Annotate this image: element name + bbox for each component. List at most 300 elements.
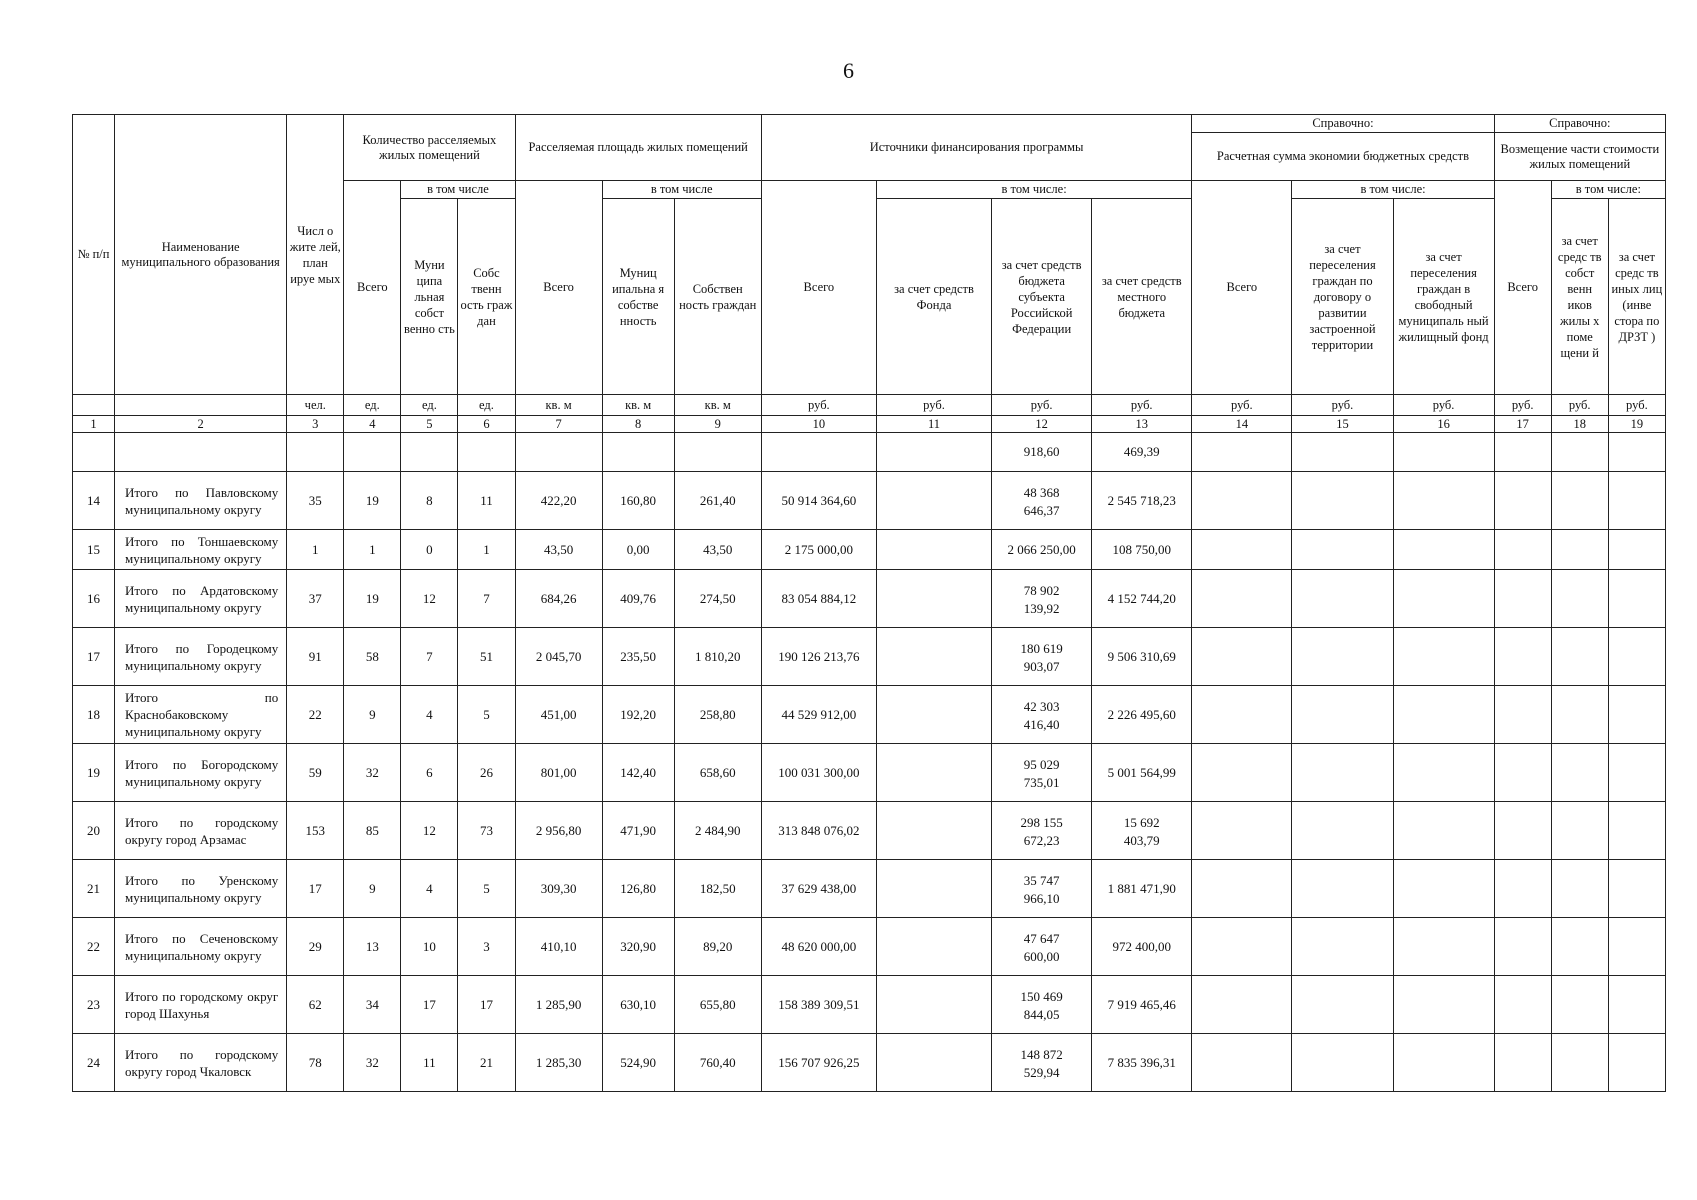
fund-subject: [992, 802, 1092, 860]
header-savings-group: Расчетная сумма экономии бюджетных средств: [1192, 133, 1494, 181]
column-number-cell: 18: [1551, 416, 1608, 433]
count-total: 34: [344, 976, 401, 1034]
empty-cell: [1292, 918, 1393, 976]
municipality-name: Итого по Краснобаковскому муниципальному округу: [115, 686, 287, 744]
value-line: 966,10: [1023, 890, 1060, 906]
fund-subject: [992, 918, 1092, 976]
fund-total: 158 389 309,51: [761, 976, 876, 1034]
empty-cell: [1393, 918, 1494, 976]
header-comp-total: Всего: [1494, 181, 1551, 395]
area-mun: 235,50: [602, 628, 674, 686]
header-area-own: Собствен ность граждан: [674, 199, 761, 395]
column-number-cell: 14: [1192, 416, 1292, 433]
count-total: 58: [344, 628, 401, 686]
empty-cell: [1551, 744, 1608, 802]
area-total: 801,00: [515, 744, 602, 802]
value-line: 180 619: [1020, 640, 1063, 656]
fund-fond: [876, 530, 991, 570]
column-number-cell: 9: [674, 416, 761, 433]
row-number: 16: [73, 570, 115, 628]
page-number: 6: [843, 58, 854, 83]
empty-cell: [1393, 860, 1494, 918]
empty-cell: [1494, 976, 1551, 1034]
table-row: [73, 976, 1666, 1034]
empty-cell: [1494, 744, 1551, 802]
area-own: 655,80: [674, 976, 761, 1034]
fund-total: 190 126 213,76: [761, 628, 876, 686]
table-row: [73, 530, 1666, 570]
area-mun: 192,20: [602, 686, 674, 744]
cell: [1494, 433, 1551, 472]
fund-subject: [992, 976, 1092, 1034]
empty-cell: [1393, 472, 1494, 530]
value-line: 529,94: [1023, 1064, 1060, 1080]
count-total: 9: [344, 860, 401, 918]
empty-cell: [1292, 802, 1393, 860]
unit-cell: руб.: [761, 395, 876, 416]
residents: 37: [287, 570, 344, 628]
empty-cell: [1393, 686, 1494, 744]
value-line: 35 747: [1023, 872, 1060, 888]
row-number: 19: [73, 744, 115, 802]
value-line: 7 919 465,46: [1107, 996, 1176, 1012]
count-mun: 7: [401, 628, 458, 686]
table-row: [73, 918, 1666, 976]
area-own: 760,40: [674, 1034, 761, 1092]
unit-cell: руб.: [992, 395, 1092, 416]
area-total: 309,30: [515, 860, 602, 918]
count-total: 32: [344, 1034, 401, 1092]
count-own: 7: [458, 570, 515, 628]
table-row: [73, 472, 1666, 530]
municipality-name: Итого по Богородскому муниципальному округу: [115, 744, 287, 802]
count-total: 1: [344, 530, 401, 570]
fund-local: [1092, 472, 1192, 530]
count-mun: 0: [401, 530, 458, 570]
empty-cell: [1292, 570, 1393, 628]
empty-cell: [1551, 628, 1608, 686]
unit-cell: руб.: [1393, 395, 1494, 416]
header-name: Наименование муниципального образования: [115, 115, 287, 395]
empty-cell: [1608, 1034, 1665, 1092]
row-number: 24: [73, 1034, 115, 1092]
fund-total: 44 529 912,00: [761, 686, 876, 744]
cell: [1608, 433, 1665, 472]
cell: [602, 433, 674, 472]
empty-cell: [1292, 628, 1393, 686]
unit-cell: руб.: [1494, 395, 1551, 416]
header-funding-group: Источники финансирования программы: [761, 115, 1192, 181]
header-fund-local: за счет средств местного бюджета: [1092, 199, 1192, 395]
row-number: 18: [73, 686, 115, 744]
cell: [515, 433, 602, 472]
residents: 29: [287, 918, 344, 976]
empty-cell: [1393, 744, 1494, 802]
value-line: 1 881 471,90: [1107, 880, 1176, 896]
value-line: 139,92: [1023, 600, 1060, 616]
header-sav-dev: за счет переселения граждан по договору о развитии застроенной территории: [1292, 199, 1393, 395]
value-line: 735,01: [1023, 774, 1060, 790]
fund-subject: [992, 744, 1092, 802]
cell: [1393, 433, 1494, 472]
table-row: [73, 686, 1666, 744]
count-own: 5: [458, 860, 515, 918]
value-line: 972 400,00: [1112, 938, 1171, 954]
column-number-cell: 19: [1608, 416, 1665, 433]
empty-cell: [1192, 744, 1292, 802]
fund-local: [1092, 860, 1192, 918]
header-fund-in-total: в том числе:: [876, 181, 1191, 199]
value-line: 42 303: [1023, 698, 1060, 714]
value-line: 95 029: [1023, 756, 1060, 772]
value-line: 2 226 495,60: [1107, 706, 1176, 722]
empty-cell: [1494, 1034, 1551, 1092]
column-number-cell: 11: [876, 416, 991, 433]
value-line: 150 469: [1020, 988, 1063, 1004]
area-own: 261,40: [674, 472, 761, 530]
residents: 91: [287, 628, 344, 686]
cell: [1551, 433, 1608, 472]
residents: 22: [287, 686, 344, 744]
column-number-cell: 15: [1292, 416, 1393, 433]
unit-cell: руб.: [876, 395, 991, 416]
fund-fond: [876, 570, 991, 628]
count-total: 85: [344, 802, 401, 860]
fund-subject: [992, 1034, 1092, 1092]
header-comp-in-total: в том числе:: [1551, 181, 1665, 199]
continuation-row: [73, 433, 1666, 472]
empty-cell: [1292, 860, 1393, 918]
empty-cell: [1393, 802, 1494, 860]
count-total: 32: [344, 744, 401, 802]
area-total: 684,26: [515, 570, 602, 628]
row-number: 21: [73, 860, 115, 918]
fund-total: 83 054 884,12: [761, 570, 876, 628]
unit-cell: руб.: [1551, 395, 1608, 416]
empty-cell: [1608, 530, 1665, 570]
residents: 17: [287, 860, 344, 918]
empty-cell: [1292, 530, 1393, 570]
fund-local: [1092, 530, 1192, 570]
residents: 153: [287, 802, 344, 860]
unit-cell: [115, 395, 287, 416]
municipality-name: Итого по городскому округу город Чкаловск: [115, 1034, 287, 1092]
count-own: 1: [458, 530, 515, 570]
value-line: 108 750,00: [1112, 541, 1171, 557]
fund-fond: [876, 976, 991, 1034]
area-total: 410,10: [515, 918, 602, 976]
empty-cell: [1292, 686, 1393, 744]
empty-cell: [1608, 628, 1665, 686]
area-mun: 471,90: [602, 802, 674, 860]
fund-fond: [876, 918, 991, 976]
header-compensation-group: Возмещение части стоимости жилых помещений: [1494, 133, 1665, 181]
empty-cell: [1292, 472, 1393, 530]
unit-cell: ед.: [458, 395, 515, 416]
cell: [761, 433, 876, 472]
fund-local: [1092, 686, 1192, 744]
count-mun: 12: [401, 570, 458, 628]
header-num: № п/п: [73, 115, 115, 395]
empty-cell: [1494, 918, 1551, 976]
count-total: 19: [344, 472, 401, 530]
cell: [458, 433, 515, 472]
value-line: 148 872: [1020, 1046, 1063, 1062]
empty-cell: [1494, 860, 1551, 918]
cell: [73, 433, 115, 472]
table-row: [73, 570, 1666, 628]
fund-subject: [992, 570, 1092, 628]
value-line: 9 506 310,69: [1107, 648, 1176, 664]
fund-total: 48 620 000,00: [761, 918, 876, 976]
area-own: 274,50: [674, 570, 761, 628]
area-mun: 630,10: [602, 976, 674, 1034]
header-fund-fond: за счет средств Фонда: [876, 199, 991, 395]
area-mun: 409,76: [602, 570, 674, 628]
fund-fond: [876, 1034, 991, 1092]
unit-cell: руб.: [1608, 395, 1665, 416]
count-total: 13: [344, 918, 401, 976]
residents: 1: [287, 530, 344, 570]
header-count-own: Собс твенн ость граж дан: [458, 199, 515, 395]
header-ref2: Справочно:: [1494, 115, 1665, 133]
municipality-name: Итого по городскому округу город Арзамас: [115, 802, 287, 860]
row-number: 23: [73, 976, 115, 1034]
resettlement-table: [72, 114, 1666, 1092]
row-number: 14: [73, 472, 115, 530]
municipality-name: Итого по Уренскому муниципальному округу: [115, 860, 287, 918]
municipality-name: Итого по Сеченовскому муниципальному округу: [115, 918, 287, 976]
empty-cell: [1192, 976, 1292, 1034]
unit-cell: кв. м: [674, 395, 761, 416]
empty-cell: [1608, 686, 1665, 744]
fund-local: [1092, 802, 1192, 860]
count-own: 51: [458, 628, 515, 686]
municipality-name: Итого по Павловскому муниципальному округу: [115, 472, 287, 530]
value-line: 48 368: [1023, 484, 1060, 500]
empty-cell: [1551, 1034, 1608, 1092]
column-number-cell: 7: [515, 416, 602, 433]
header-sav-free: за счет переселения граждан в свободный муниципаль ный жилищный фонд: [1393, 199, 1494, 395]
area-mun: 320,90: [602, 918, 674, 976]
area-total: 2 956,80: [515, 802, 602, 860]
value-line: 672,23: [1023, 832, 1060, 848]
empty-cell: [1192, 628, 1292, 686]
value-line: 416,40: [1023, 716, 1060, 732]
value-line: 47 647: [1023, 930, 1060, 946]
column-number-cell: 6: [458, 416, 515, 433]
count-total: 19: [344, 570, 401, 628]
header-count-total: Всего: [344, 181, 401, 395]
fund-fond: [876, 472, 991, 530]
empty-cell: [1192, 860, 1292, 918]
count-own: 26: [458, 744, 515, 802]
residents: 78: [287, 1034, 344, 1092]
count-mun: 8: [401, 472, 458, 530]
fund-subject: [992, 686, 1092, 744]
value-line: 600,00: [1023, 948, 1060, 964]
count-own: 17: [458, 976, 515, 1034]
empty-cell: [1292, 744, 1393, 802]
empty-cell: [1608, 860, 1665, 918]
table-row: [73, 628, 1666, 686]
empty-cell: [1551, 570, 1608, 628]
header-comp-owners: за счет средс тв собст венн иков жилы х поме щени й: [1551, 199, 1608, 395]
empty-cell: [1494, 802, 1551, 860]
area-own: 43,50: [674, 530, 761, 570]
area-mun: 142,40: [602, 744, 674, 802]
municipality-name: Итого по Ардатовскому муниципальному округу: [115, 570, 287, 628]
fund-local: [1092, 1034, 1192, 1092]
residents: 62: [287, 976, 344, 1034]
area-total: 1 285,30: [515, 1034, 602, 1092]
empty-cell: [1393, 570, 1494, 628]
header-area-mun: Муниц ипальна я собстве нность: [602, 199, 674, 395]
empty-cell: [1551, 472, 1608, 530]
unit-cell: чел.: [287, 395, 344, 416]
row-number: 20: [73, 802, 115, 860]
column-number-cell: 5: [401, 416, 458, 433]
data-body: [73, 472, 1666, 1092]
unit-cell: руб.: [1092, 395, 1192, 416]
continuation-local: 469,39: [1092, 433, 1192, 472]
empty-cell: [1192, 802, 1292, 860]
unit-cell: ед.: [401, 395, 458, 416]
unit-cell: [73, 395, 115, 416]
empty-cell: [1608, 918, 1665, 976]
table-row: [73, 802, 1666, 860]
fund-total: 100 031 300,00: [761, 744, 876, 802]
municipality-name: Итого по Тоншаевскому муниципальному округу: [115, 530, 287, 570]
value-line: 2 545 718,23: [1107, 492, 1176, 508]
fund-total: 50 914 364,60: [761, 472, 876, 530]
empty-cell: [1494, 686, 1551, 744]
header-area-total: Всего: [515, 181, 602, 395]
empty-cell: [1393, 976, 1494, 1034]
area-total: 451,00: [515, 686, 602, 744]
column-number-cell: 17: [1494, 416, 1551, 433]
area-mun: 0,00: [602, 530, 674, 570]
count-own: 73: [458, 802, 515, 860]
area-own: 658,60: [674, 744, 761, 802]
empty-cell: [1494, 628, 1551, 686]
fund-fond: [876, 860, 991, 918]
unit-cell: руб.: [1292, 395, 1393, 416]
table-row: [73, 1034, 1666, 1092]
empty-cell: [1192, 530, 1292, 570]
column-numbers-row: [73, 416, 1666, 433]
value-line: 2 066 250,00: [1007, 541, 1076, 557]
count-mun: 12: [401, 802, 458, 860]
value-line: 298 155: [1020, 814, 1063, 830]
value-line: 7 835 396,31: [1107, 1054, 1176, 1070]
empty-cell: [1192, 1034, 1292, 1092]
fund-local: [1092, 570, 1192, 628]
column-number-cell: 12: [992, 416, 1092, 433]
unit-cell: кв. м: [515, 395, 602, 416]
fund-fond: [876, 802, 991, 860]
header-ref1: Справочно:: [1192, 115, 1494, 133]
header-count-group: Количество расселяемых жилых помещений: [344, 115, 515, 181]
cell: [287, 433, 344, 472]
unit-cell: руб.: [1192, 395, 1292, 416]
fund-local: [1092, 976, 1192, 1034]
municipality-name: Итого по Городецкому муниципальному округу: [115, 628, 287, 686]
header-count-in-total: в том числе: [401, 181, 515, 199]
empty-cell: [1608, 570, 1665, 628]
column-number-cell: 2: [115, 416, 287, 433]
empty-cell: [1494, 530, 1551, 570]
value-line: 5 001 564,99: [1107, 764, 1176, 780]
unit-cell: ед.: [344, 395, 401, 416]
cell: [674, 433, 761, 472]
row-number: 15: [73, 530, 115, 570]
column-number-cell: 16: [1393, 416, 1494, 433]
count-own: 3: [458, 918, 515, 976]
count-mun: 10: [401, 918, 458, 976]
column-number-cell: 13: [1092, 416, 1192, 433]
empty-cell: [1551, 860, 1608, 918]
cell: [344, 433, 401, 472]
units-row: [73, 395, 1666, 416]
row-number: 17: [73, 628, 115, 686]
empty-cell: [1192, 570, 1292, 628]
fund-subject: [992, 860, 1092, 918]
table-row: [73, 744, 1666, 802]
empty-cell: [1551, 918, 1608, 976]
empty-cell: [1192, 686, 1292, 744]
area-own: 258,80: [674, 686, 761, 744]
residents: 35: [287, 472, 344, 530]
area-mun: 160,80: [602, 472, 674, 530]
value-line: 78 902: [1023, 582, 1060, 598]
count-mun: 17: [401, 976, 458, 1034]
value-line: 15 692: [1123, 814, 1160, 830]
area-total: 2 045,70: [515, 628, 602, 686]
empty-cell: [1551, 686, 1608, 744]
cell: [1192, 433, 1292, 472]
area-own: 1 810,20: [674, 628, 761, 686]
fund-total: 313 848 076,02: [761, 802, 876, 860]
value-line: 646,37: [1023, 502, 1060, 518]
empty-cell: [1192, 918, 1292, 976]
header-residents: Числ о жите лей, план ируе мых: [287, 115, 344, 395]
fund-total: 156 707 926,25: [761, 1034, 876, 1092]
count-own: 11: [458, 472, 515, 530]
count-own: 21: [458, 1034, 515, 1092]
area-total: 1 285,90: [515, 976, 602, 1034]
empty-cell: [1494, 472, 1551, 530]
empty-cell: [1393, 1034, 1494, 1092]
empty-cell: [1393, 530, 1494, 570]
empty-cell: [1608, 802, 1665, 860]
empty-cell: [1608, 744, 1665, 802]
cell: [1292, 433, 1393, 472]
empty-cell: [1393, 628, 1494, 686]
empty-cell: [1608, 976, 1665, 1034]
column-number-cell: 10: [761, 416, 876, 433]
header-area-group: Расселяемая площадь жилых помещений: [515, 115, 761, 181]
empty-cell: [1494, 570, 1551, 628]
table-row: [73, 860, 1666, 918]
value-line: 403,79: [1123, 832, 1160, 848]
area-own: 182,50: [674, 860, 761, 918]
header-sav-in-total: в том числе:: [1292, 181, 1494, 199]
empty-cell: [1551, 802, 1608, 860]
area-total: 43,50: [515, 530, 602, 570]
header-comp-other: за счет средс тв иных лиц (инве стора по ДРЗТ ): [1608, 199, 1665, 395]
header-area-in-total: в том числе: [602, 181, 761, 199]
